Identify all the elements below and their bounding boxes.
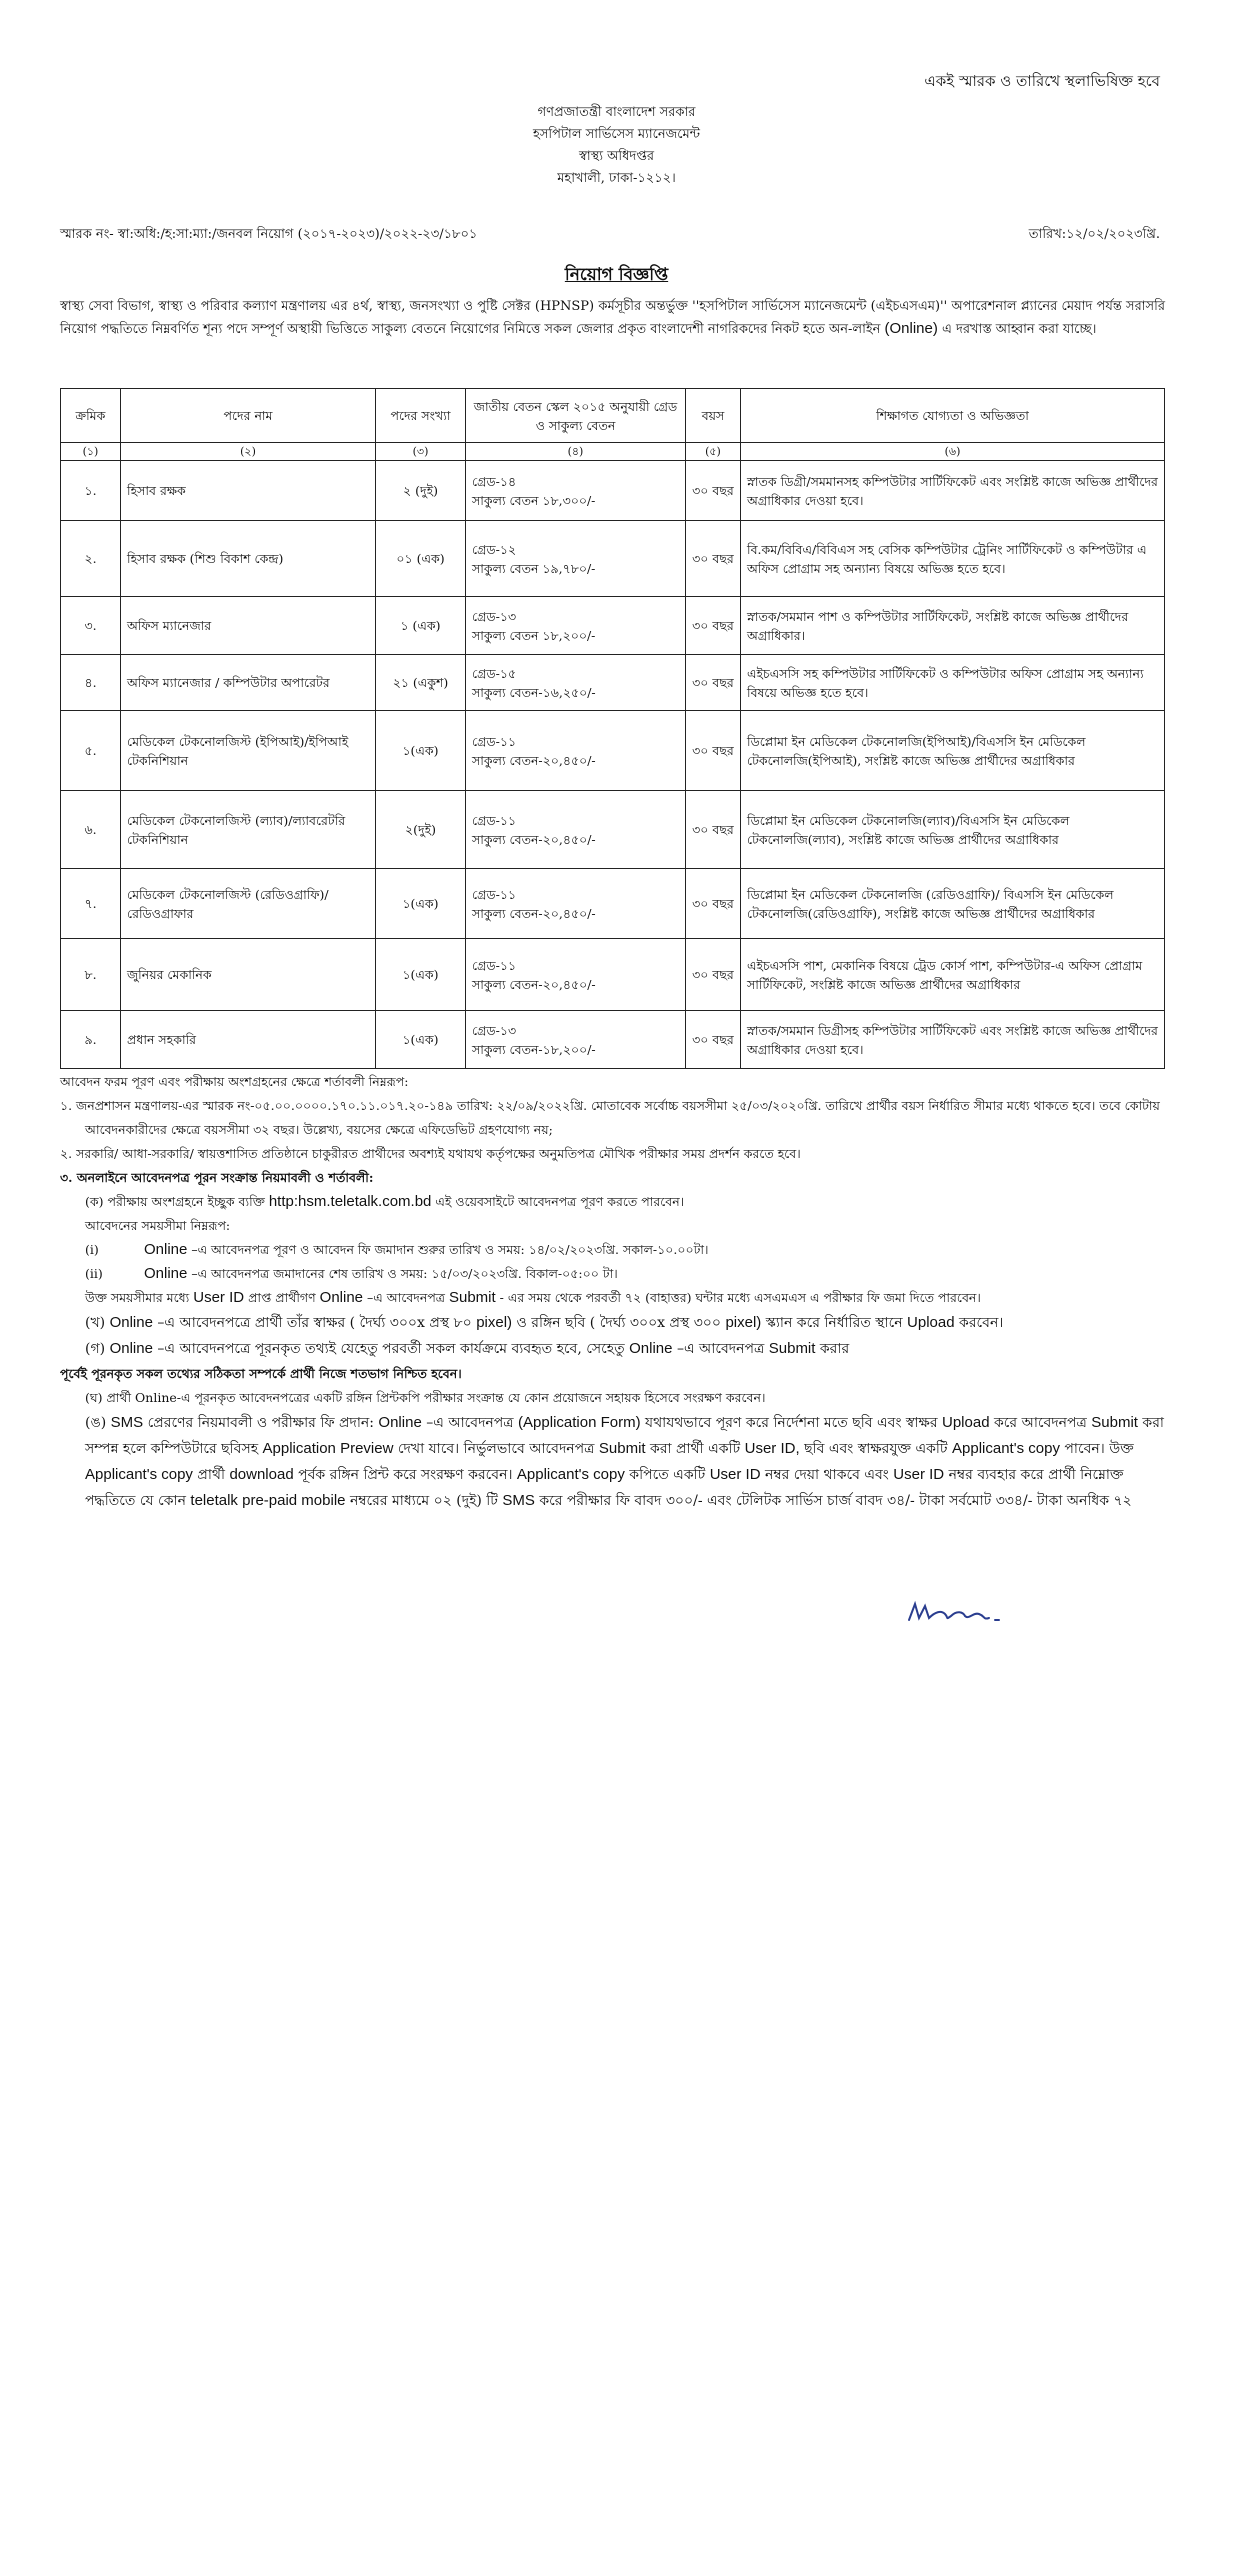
userid-note-pre: উক্ত সময়সীমার মধ্যে	[85, 1290, 190, 1305]
header-serial: ক্রমিক	[61, 389, 121, 443]
condition-3b-post: করবেন।	[959, 1315, 1004, 1331]
condition-3c-emphasis: পূর্বেই পূরনকৃত সকল তথ্যের সঠিকতা সম্পর্কে প্রার্থী নিজে শতভাগ নিশ্চিত হবেন।	[60, 1366, 462, 1381]
post-count-cell: ০১ (এক)	[376, 521, 466, 597]
signature-pixel-term: pixel)	[476, 1314, 513, 1331]
age-cell: ৩০ বছর	[686, 939, 741, 1011]
table-row	[61, 711, 1165, 791]
index-cell: (৩)	[376, 443, 466, 461]
vacancy-table	[60, 388, 1165, 1069]
table-row	[61, 791, 1165, 869]
c3e-submit: Submit	[1091, 1414, 1138, 1431]
grade-text: গ্রেড-১৩	[472, 1022, 517, 1038]
serial-cell: ১.	[61, 461, 121, 521]
post-count-cell: ১(এক)	[376, 711, 466, 791]
c3e-upload: Upload	[942, 1414, 990, 1431]
post-count-cell: ২(দুই)	[376, 791, 466, 869]
post-count-cell: ২১ (একুশ)	[376, 655, 466, 711]
userid-note-post: - এর সময় থেকে পরবর্তী ৭২ (বাহাত্তর) ঘন্টার মধ্যে এসএমএস এ পরীক্ষার ফি জমা দিতে পারবেন।	[499, 1290, 981, 1305]
post-name-cell: মেডিকেল টেকনোলজিস্ট (ল্যাব)/ল্যাবরেটরি টেকনিশিয়ান	[121, 791, 376, 869]
upload-term: Upload	[907, 1314, 955, 1331]
condition-3c-submit: Submit	[768, 1340, 816, 1357]
c3e-n: নম্বর ব্যবহার করে প্রার্থী নিম্নোক্ত পদ্ধতিতে যে কোন	[85, 1467, 1124, 1509]
condition-3a	[60, 1190, 1165, 1214]
c3e-l: কপিতে একটি	[629, 1467, 706, 1483]
header-post-count: পদের সংখ্যা	[376, 389, 466, 443]
c3e-copy3: Applicant's copy	[516, 1466, 625, 1483]
index-cell: (১)	[61, 443, 121, 461]
grade-text: গ্রেড-১৪	[472, 473, 517, 489]
c3e-k: পূর্বক রঙ্গিন প্রিন্ট করে সংরক্ষণ করবেন।	[298, 1467, 513, 1483]
age-cell: ৩০ বছর	[686, 461, 741, 521]
header-pay-scale: জাতীয় বেতন স্কেল ২০১৫ অনুযায়ী গ্রেড ও সাকুল্য বেতন	[466, 389, 686, 443]
pay-cell	[466, 597, 686, 655]
salary-text: সাকুল্য বেতন-২০,৪৫০/-	[472, 905, 596, 921]
office-address: মহাখালী, ঢাকা-১২১২।	[557, 171, 676, 186]
c3e-b: –এ আবেদনপত্র	[426, 1415, 514, 1431]
post-name-cell: মেডিকেল টেকনোলজিস্ট (ইপিআই)/ইপিআই টেকনিশিয়ান	[121, 711, 376, 791]
serial-cell: ৪.	[61, 655, 121, 711]
intro-text: স্বাস্থ্য সেবা বিভাগ, স্বাস্থ্য ও পরিবার কল্যাণ মন্ত্রণালয় এর ৪র্থ, স্বাস্থ্য, জনসংখ্যা ও পুষ্টি সেক্টর (HPNSP) কর্মসূচীর অন্তর্ভুক্ত ''হসপিটাল সার্ভিসেস ম্যানেজমেন্ট (এইচএসএম)'' অপারেশনাল প্ল্যানের মেয়াদ পর্যন্ত সরাসরি নিয়োগ পদ্ধতিতে নিম্নবর্ণিত শূন্য পদে সম্পূর্ণ অস্থায়ী ভিত্তিতে সাকুল্য বেতনে নিয়োগের নিমিত্তে সকল জেলার প্রকৃত বাংলাদেশী নাগরিকদের নিকট হতে অন-লাইন	[60, 299, 1165, 337]
condition-3c-post: করার	[819, 1341, 850, 1357]
post-count-cell: ১(এক)	[376, 1011, 466, 1069]
c3e-copy: Applicant's copy	[952, 1440, 1060, 1457]
userid-submit-term: Submit	[448, 1289, 496, 1306]
header-age: বয়স	[686, 389, 741, 443]
deadline-start-online: Online	[143, 1241, 188, 1258]
condition-3c-online: Online	[109, 1340, 153, 1357]
table-row	[61, 521, 1165, 597]
signature-mark	[905, 1598, 1025, 1628]
serial-cell: ৮.	[61, 939, 121, 1011]
age-cell: ৩০ বছর	[686, 711, 741, 791]
condition-3c-mid: –এ আবেদনপত্রে পূরনকৃত তথ্যই যেহেতু পরবর্তী সকল কার্যক্রমে ব্যবহৃত হবে, সেহেতু	[157, 1341, 625, 1357]
deadline-end-online: Online	[143, 1265, 188, 1282]
post-count-cell: ১(এক)	[376, 869, 466, 939]
condition-3-heading: ৩. অনলাইনে আবেদনপত্র পূরন সংক্রান্ত নিয়মাবলী ও শর্তাবলী:	[60, 1170, 374, 1185]
post-name-cell: অফিস ম্যানেজার	[121, 597, 376, 655]
c3e-h: ছবি এবং স্বাক্ষরযুক্ত একটি	[804, 1441, 948, 1457]
condition-3b	[60, 1310, 1165, 1336]
condition-3b-mid: –এ আবেদনপত্রে প্রার্থী তাঁর স্বাক্ষর ( দৈর্ঘ্য ৩০০x প্রস্থ ৮০	[157, 1315, 472, 1331]
qualification-cell: এইচএসসি পাশ, মেকানিক বিষয়ে ট্রেড কোর্স পাশ, কম্পিউটার-এ অফিস প্রোগ্রাম সার্টিফিকেট, সংশ্লিষ্ট কাজে অভিজ্ঞ প্রার্থীদের অগ্রাধিকার	[741, 939, 1165, 1011]
pay-cell	[466, 711, 686, 791]
table-index-row	[61, 443, 1165, 461]
index-cell: (৫)	[686, 443, 741, 461]
post-name-cell: প্রধান সহকারি	[121, 1011, 376, 1069]
pay-cell	[466, 521, 686, 597]
c3e-d: করে আবেদনপত্র	[994, 1415, 1087, 1431]
condition-2: ২. সরকারি/ আধা-সরকারি/ স্বায়ত্তশাসিত প্রতিষ্ঠানে চাকুরীরত প্রার্থীদের অবশ্যই যথাযথ কর্তৃপক্ষের অনুমতিপত্র মৌখিক পরীক্ষার সময় প্রদর্শন করতে হবে।	[60, 1146, 801, 1161]
salary-text: সাকুল্য বেতন-২০,৪৫০/-	[472, 976, 596, 992]
serial-cell: ৯.	[61, 1011, 121, 1069]
memo-number: স্মারক নং- স্বা:অধি:/হ:সা:ম্যা:/জনবল নিয়োগ (২০১৭-২০২৩)/২০২২-২৩/১৮০১	[60, 227, 478, 242]
condition-3b-online: Online	[109, 1314, 153, 1331]
pay-cell	[466, 1011, 686, 1069]
age-cell: ৩০ বছর	[686, 521, 741, 597]
post-count-cell: ১ (এক)	[376, 597, 466, 655]
grade-text: গ্রেড-১২	[472, 541, 517, 557]
notice-date: তারিখ:১২/০২/২০২৩খ্রি.	[1028, 227, 1160, 242]
qualification-cell: এইচএসসি সহ কম্পিউটার সার্টিফিকেট ও কম্পিউটার অফিস প্রোগ্রাম সহ অন্যান্য বিষয়ে অভিজ্ঞ হতে হবে।	[741, 655, 1165, 711]
qualification-cell: বি.কম/বিবিএ/বিবিএস সহ বেসিক কম্পিউটার ট্রেনিং সার্টিফিকেট ও কম্পিউটার এ অফিস প্রোগ্রাম সহ অন্যান্য বিষয়ে অভিজ্ঞ হতে হবে।	[741, 521, 1165, 597]
office-header	[0, 102, 1233, 190]
qualification-cell: ডিপ্লোমা ইন মেডিকেল টেকনোলজি(ইপিআই)/বিএসসি ইন মেডিকেল টেকনোলজি(ইপিআই), সংশ্লিষ্ট কাজে অভিজ্ঞ প্রার্থীদের অগ্রাধিকার	[741, 711, 1165, 791]
header-post-name: পদের নাম	[121, 389, 376, 443]
post-name-cell: মেডিকেল টেকনোলজিস্ট (রেডিওগ্রাফি)/রেডিওগ্রাফার	[121, 869, 376, 939]
intro-paragraph	[60, 296, 1165, 341]
grade-text: গ্রেড-১৫	[472, 665, 517, 681]
c3e-uid2: User ID	[709, 1466, 761, 1483]
c3e-c: যথাযথভাবে পূরণ করে নির্দেশনা মতে ছবি এবং স্বাক্ষর	[645, 1415, 938, 1431]
salary-text: সাকুল্য বেতন-১৬,২৫০/-	[472, 684, 596, 700]
supersede-note: একই স্মারক ও তারিখে স্থলাভিষিক্ত হবে	[924, 72, 1160, 90]
deadline-end-num: (ii)	[85, 1266, 103, 1281]
condition-3e	[60, 1410, 1165, 1514]
userid-online-term: Online	[319, 1289, 364, 1306]
c3e-f: দেখা যাবে। নির্ভুলভাবে আবেদনপত্র	[397, 1441, 595, 1457]
salary-text: সাকুল্য বেতন-১৮,২০০/-	[472, 1041, 596, 1057]
c3e-pre: (ঙ)	[85, 1415, 107, 1431]
table-header-row	[61, 389, 1165, 443]
userid-term: User ID	[193, 1289, 245, 1306]
grade-text: গ্রেড-১৩	[472, 608, 517, 624]
c3e-uid: User ID,	[744, 1440, 800, 1457]
post-name-cell: হিসাব রক্ষক	[121, 461, 376, 521]
deadline-end	[60, 1262, 1165, 1286]
c3e-download: download	[229, 1466, 294, 1483]
page-title	[0, 262, 1233, 290]
userid-fee-note	[60, 1286, 1165, 1310]
post-name-cell: হিসাব রক্ষক (শিশু বিকাশ কেন্দ্র)	[121, 521, 376, 597]
serial-cell: ২.	[61, 521, 121, 597]
age-cell: ৩০ বছর	[686, 597, 741, 655]
salary-text: সাকুল্য বেতন ১৮,৩০০/-	[472, 492, 596, 508]
c3e-j: প্রার্থী	[197, 1467, 225, 1483]
table-row	[61, 655, 1165, 711]
index-cell: (৪)	[466, 443, 686, 461]
table-row	[61, 597, 1165, 655]
c3e-sms2: SMS	[502, 1492, 535, 1509]
c3e-sms: SMS	[110, 1414, 144, 1431]
table-row	[61, 1011, 1165, 1069]
table-row	[61, 461, 1165, 521]
photo-pixel-term: pixel)	[725, 1314, 762, 1331]
condition-3d: (ঘ) প্রার্থী Online-এ পূরনকৃত আবেদনপত্রের একটি রঙ্গিন প্রিন্টকপি পরীক্ষার সংক্রান্ত যে কোন প্রয়োজনে সহায়ক হিসেবে সংরক্ষণ করবেন।	[85, 1390, 766, 1405]
grade-text: গ্রেড-১১	[472, 957, 517, 973]
serial-cell: ৬.	[61, 791, 121, 869]
condition-3c	[60, 1336, 1165, 1362]
header-qualification: শিক্ষাগত যোগ্যতা ও অভিজ্ঞতা	[741, 389, 1165, 443]
pay-cell	[466, 869, 686, 939]
pay-cell	[466, 461, 686, 521]
govt-name: গণপ্রজাতন্ত্রী বাংলাদেশ সরকার	[537, 105, 696, 120]
condition-1: ১. জনপ্রশাসন মন্ত্রণালয়-এর স্মারক নং-০৫.০০.০০০০.১৭০.১১.০১৭.২০-১৪৯ তারিখ: ২২/০৯/২০২২খ্রি. মোতাবেক সর্বোচ্চ বয়সসীমা ২৫/০৩/২০২০খ্রি. তারিখে প্রার্থীর বয়স নির্ধারিত সীমার মধ্যে থাকতে হবে। তবে কোটায় আবেদনকারীদের ক্ষেত্রে বয়সসীমা ৩২ বছর। উল্লেখ্য, বয়সের ক্ষেত্রে এফিডেভিট গ্রহণযোগ্য নয়;	[60, 1098, 1160, 1137]
deadline-start	[60, 1238, 1165, 1262]
c3e-m: নম্বর দেয়া থাকবে এবং	[765, 1467, 889, 1483]
signature-stroke	[909, 1604, 999, 1620]
deadline-start-num: (i)	[85, 1242, 99, 1257]
c3e-online: Online	[378, 1414, 422, 1431]
c3e-copy2: Applicant's copy	[85, 1466, 193, 1483]
title-text: নিয়োগ বিজ্ঞপ্তি	[564, 265, 669, 285]
age-cell: ৩০ বছর	[686, 655, 741, 711]
serial-cell: ৭.	[61, 869, 121, 939]
c3e-teletalk: teletalk pre-paid mobile	[190, 1492, 346, 1509]
age-cell: ৩০ বছর	[686, 791, 741, 869]
table-row	[61, 939, 1165, 1011]
table-row	[61, 869, 1165, 939]
conditions-heading: আবেদন ফরম পূরণ এবং পরীক্ষায় অংশগ্রহনের ক্ষেত্রে শর্তাবলী নিম্নরূপ:	[60, 1074, 409, 1089]
c3e-submit2: Submit	[598, 1440, 646, 1457]
qualification-cell: ডিপ্লোমা ইন মেডিকেল টেকনোলজি(ল্যাব)/বিএসসি ইন মেডিকেল টেকনোলজি(ল্যাব), সংশ্লিষ্ট কাজে অভিজ্ঞ প্রার্থীদের অগ্রাধিকার	[741, 791, 1165, 869]
c3e-uid3: User ID	[893, 1466, 945, 1483]
qualification-cell: স্নাতক/সমমান ডিগ্রীসহ কম্পিউটার সার্টিফিকেট এবং সংশ্লিষ্ট কাজে অভিজ্ঞ প্রার্থীদের অগ্রাধিকার দেওয়া হবে।	[741, 1011, 1165, 1069]
salary-text: সাকুল্য বেতন-২০,৪৫০/-	[472, 752, 596, 768]
intro-tail: এ দরখাস্ত আহ্বান করা যাচ্ছে।	[942, 322, 1097, 337]
grade-text: গ্রেড-১১	[472, 812, 517, 828]
condition-3b-mid2: ও রঙ্গিন ছবি ( দৈর্ঘ্য ৩০০x প্রস্থ ৩০০	[516, 1315, 721, 1331]
post-name-cell: জুনিয়র মেকানিক	[121, 939, 376, 1011]
condition-3c-pre: (গ)	[85, 1341, 106, 1357]
age-cell: ৩০ বছর	[686, 869, 741, 939]
c3e-preview: Application Preview	[262, 1440, 394, 1457]
index-cell: (৬)	[741, 443, 1165, 461]
grade-text: গ্রেড-১১	[472, 886, 517, 902]
post-name-cell: অফিস ম্যানেজার / কম্পিউটার অপারেটর	[121, 655, 376, 711]
deadline-heading: আবেদনের সময়সীমা নিম্নরূপ:	[85, 1218, 231, 1233]
qualification-cell: ডিপ্লোমা ইন মেডিকেল টেকনোলজি (রেডিওগ্রাফি)/ বিএসসি ইন মেডিকেল টেকনোলজি(রেডিওগ্রাফি), সংশ্লিষ্ট কাজে অভিজ্ঞ প্রার্থীদের অগ্রাধিকার	[741, 869, 1165, 939]
directorate-name: স্বাস্থ্য অধিদপ্তর	[578, 149, 655, 164]
post-count-cell: ২ (দুই)	[376, 461, 466, 521]
c3e-p: করে পরীক্ষার ফি বাবদ ৩০০/- এবং টেলিটক সার্ভিস চার্জ বাবদ ৩৪/- টাকা সর্বমোট ৩৩৪/- টাকা অনধিক ৭২	[539, 1493, 1132, 1509]
deadline-end-text: –এ আবেদনপত্র জমাদানের শেষ তারিখ ও সময়: ১৫/০৩/২০২৩খ্রি. বিকাল-০৫:০০ টা।	[191, 1266, 618, 1281]
c3e-g: করা প্রার্থী একটি	[650, 1441, 741, 1457]
userid-note-mid2: –এ আবেদনপত্র	[367, 1290, 445, 1305]
conditions-section	[60, 1070, 1165, 1514]
pay-cell	[466, 939, 686, 1011]
condition-3c-online2: Online	[629, 1340, 673, 1357]
qualification-cell: স্নাতক/সমমান পাশ ও কম্পিউটার সার্টিফিকেট, সংশ্লিষ্ট কাজে অভিজ্ঞ প্রার্থীদের অগ্রাধিকার।	[741, 597, 1165, 655]
serial-cell: ৩.	[61, 597, 121, 655]
serial-cell: ৫.	[61, 711, 121, 791]
post-count-cell: ১(এক)	[376, 939, 466, 1011]
userid-note-mid: প্রাপ্ত প্রার্থীগণ	[248, 1290, 316, 1305]
pay-cell	[466, 791, 686, 869]
c3e-e: করা সম্পন্ন হলে কম্পিউটারে ছবিসহ	[85, 1415, 1164, 1457]
condition-3a-post: এই ওয়েবসাইটে আবেদনপত্র পূরণ করতে পারবেন।	[435, 1194, 685, 1209]
pay-cell	[466, 655, 686, 711]
age-cell: ৩০ বছর	[686, 1011, 741, 1069]
application-url-link[interactable]: http:hsm.teletalk.com.bd	[268, 1193, 432, 1210]
c3e-form: (Application Form)	[518, 1414, 641, 1431]
c3e-o: নম্বরের মাধ্যমে ০২ (দুই) টি	[349, 1493, 498, 1509]
program-name: হসপিটাল সার্ভিসেস ম্যানেজমেন্ট	[533, 127, 700, 142]
condition-3a-pre: (ক) পরীক্ষায় অংশগ্রহনে ইচ্ছুক ব্যক্তি	[85, 1194, 265, 1209]
c3e-i: পাবেন। উক্ত	[1064, 1441, 1134, 1457]
intro-online: (Online)	[884, 320, 938, 337]
condition-3c-mid2: –এ আবেদনপত্র	[676, 1341, 765, 1357]
index-cell: (২)	[121, 443, 376, 461]
qualification-cell: স্নাতক ডিগ্রী/সমমানসহ কম্পিউটার সার্টিফিকেট এবং সংশ্লিষ্ট কাজে অভিজ্ঞ প্রার্থীদের অগ্রাধিকার দেওয়া হবে।	[741, 461, 1165, 521]
salary-text: সাকুল্য বেতন ১৮,২০০/-	[472, 627, 596, 643]
condition-3b-pre: (খ)	[85, 1315, 106, 1331]
deadline-start-text: –এ আবেদনপত্র পূরণ ও আবেদন ফি জমাদান শুরুর তারিখ ও সময়: ১৪/০২/২০২৩খ্রি. সকাল-১০.০০টা।	[191, 1242, 709, 1257]
grade-text: গ্রেড-১১	[472, 733, 517, 749]
salary-text: সাকুল্য বেতন-২০,৪৫০/-	[472, 831, 596, 847]
condition-3b-mid3: স্ক্যান করে নির্ধারিত স্থানে	[765, 1315, 903, 1331]
c3e-a: প্রেরণের নিয়মাবলী ও পরীক্ষার ফি প্রদান:	[147, 1415, 374, 1431]
salary-text: সাকুল্য বেতন ১৯,৭৮০/-	[472, 560, 596, 576]
